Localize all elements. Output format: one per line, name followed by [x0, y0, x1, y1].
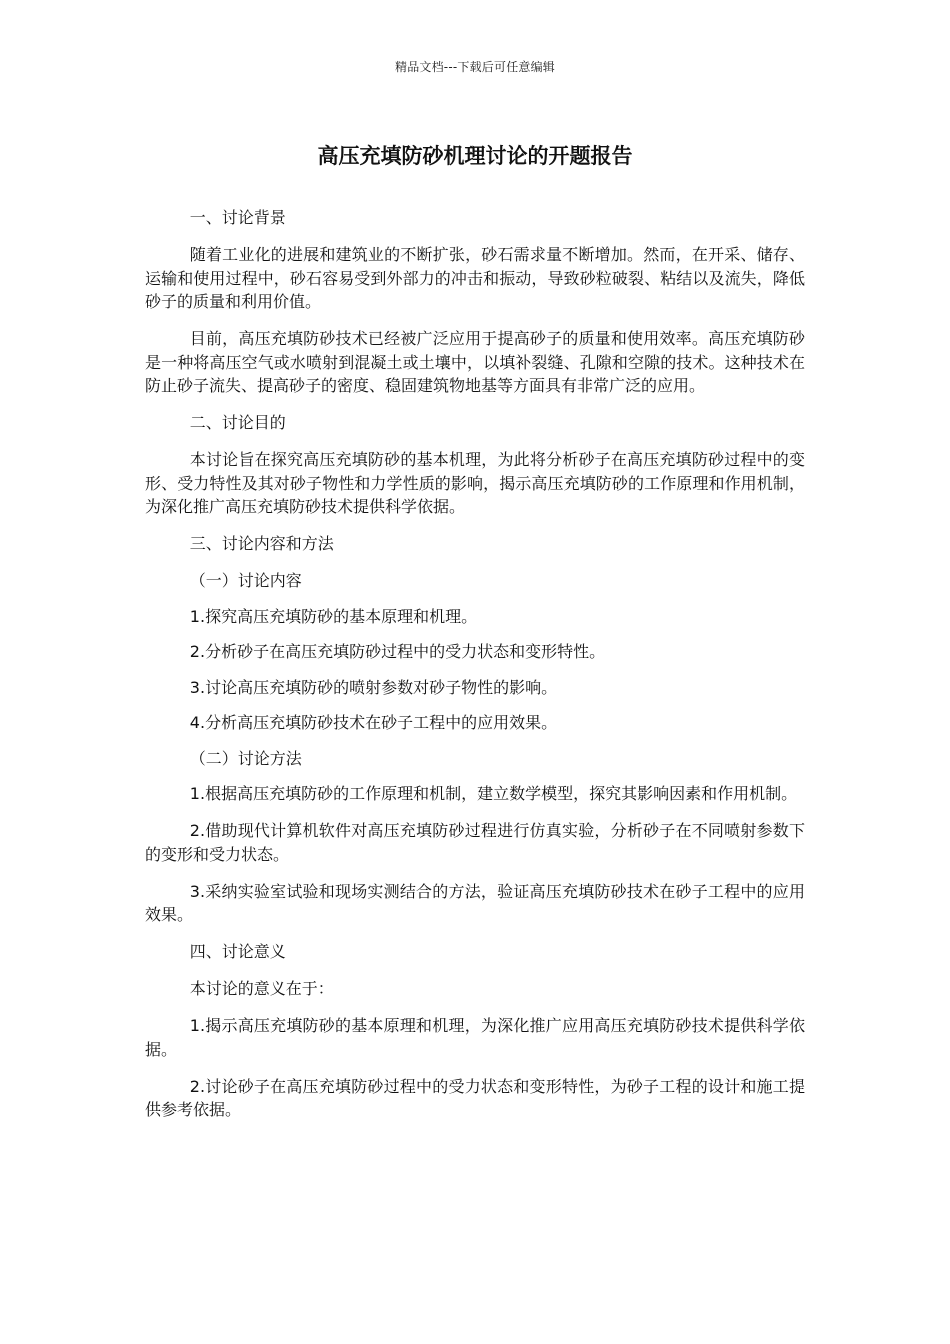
method-item-2: 2.借助现代计算机软件对高压充填防砂过程进行仿真实验，分析砂子在不同喷射参数下的变形和受力状态。: [145, 821, 805, 864]
significance-item-2: 2.讨论砂子在高压充填防砂过程中的受力状态和变形特性，为砂子工程的设计和施工提供参考依据。: [145, 1076, 805, 1119]
subsection-heading-content: （一）讨论内容: [189, 571, 302, 590]
purpose-paragraph: 本讨论旨在探究高压充填防砂的基本机理，为此将分析砂子在高压充填防砂过程中的变形、受力特性及其对砂子物性和力学性质的影响，揭示高压充填防砂的工作原理和作用机制，为深化推广高压充填防砂技术提供科学依据。: [145, 450, 805, 516]
method-item-3: 3.采纳实验室试验和现场实测结合的方法，验证高压充填防砂技术在砂子工程中的应用效果。: [145, 881, 805, 924]
section-heading-background: 一、讨论背景: [189, 208, 286, 227]
significance-item-1: 1.揭示高压充填防砂的基本原理和机理，为深化推广应用高压充填防砂技术提供科学依据。: [145, 1016, 805, 1059]
significance-intro: 本讨论的意义在于：: [189, 979, 334, 998]
header-note: 精品文档---下载后可任意编辑: [395, 60, 555, 74]
document-body: [145, 206, 805, 1135]
background-paragraph-2: 目前，高压充填防砂技术已经被广泛应用于提高砂子的质量和使用效率。高压充填防砂是一种将高压空气或水喷射到混凝土或土壤中，以填补裂缝、孔隙和空隙的技术。这种技术在防止砂子流失、提高砂子的密度、稳固建筑物地基等方面具有非常广泛的应用。: [145, 329, 805, 395]
method-item-1: 1.根据高压充填防砂的工作原理和机制，建立数学模型，探究其影响因素和作用机制。: [189, 784, 798, 803]
document-title: 高压充填防砂机理讨论的开题报告: [317, 144, 633, 168]
section-heading-significance: 四、讨论意义: [189, 942, 286, 961]
content-item-4: 4.分析高压充填防砂技术在砂子工程中的应用效果。: [189, 713, 558, 732]
content-item-1: 1.探究高压充填防砂的基本原理和机理。: [189, 606, 478, 626]
content-item-3: 3.讨论高压充填防砂的喷射参数对砂子物性的影响。: [189, 677, 558, 697]
section-heading-purpose: 二、讨论目的: [189, 413, 286, 432]
subsection-heading-methods: （二）讨论方法: [189, 748, 302, 768]
background-paragraph-1: 随着工业化的进展和建筑业的不断扩张，砂石需求量不断增加。然而，在开采、储存、运输和使用过程中，砂石容易受到外部力的冲击和振动，导致砂粒破裂、粘结以及流失，降低砂子的质量和利用价值。: [145, 245, 805, 311]
section-heading-content-methods: 三、讨论内容和方法: [189, 534, 334, 553]
content-item-2: 2.分析砂子在高压充填防砂过程中的受力状态和变形特性。: [189, 642, 606, 661]
